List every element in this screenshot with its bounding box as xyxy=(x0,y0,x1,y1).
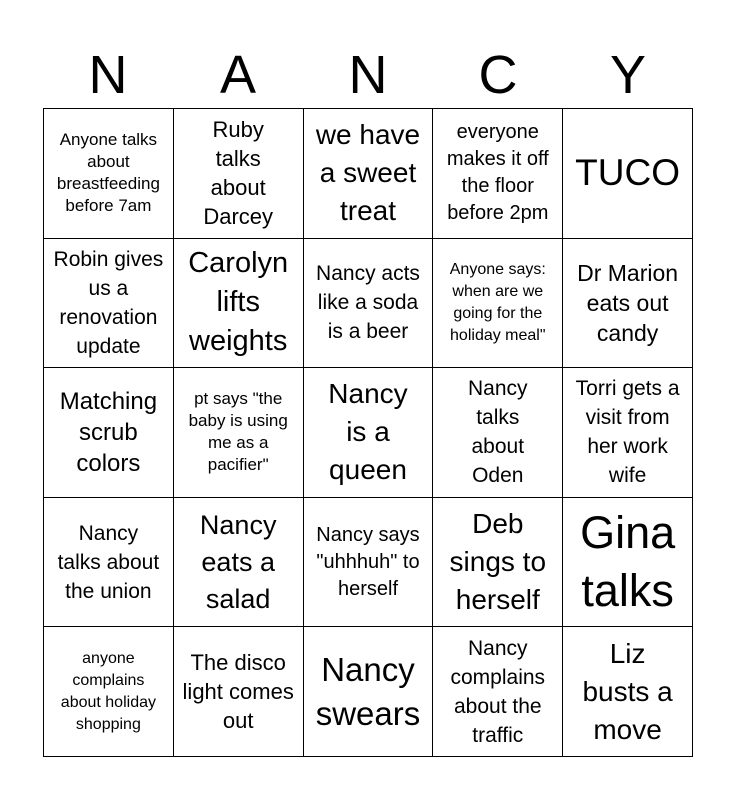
bingo-cell[interactable] xyxy=(44,109,174,239)
bingo-cell[interactable] xyxy=(563,627,693,757)
bingo-cell[interactable] xyxy=(174,239,304,369)
bingo-grid xyxy=(43,108,693,757)
bingo-cell[interactable] xyxy=(174,109,304,239)
cell-text: Nancy eats a salad xyxy=(199,509,277,614)
cell-text: Nancy is a queen xyxy=(328,378,408,486)
bingo-cell[interactable] xyxy=(563,498,693,628)
header-letter: C xyxy=(478,45,518,105)
bingo-cell[interactable] xyxy=(304,627,434,757)
header-letter: N xyxy=(88,45,128,105)
cell-text: pt says "the baby is using me as a pacifier" xyxy=(188,389,288,475)
bingo-cell[interactable] xyxy=(433,239,563,369)
bingo-header xyxy=(43,42,693,108)
cell-text: Torri gets a visit from her work wife xyxy=(575,377,680,488)
cell-text: TUCO xyxy=(575,152,680,194)
cell-text: everyone makes it off the floor before 2pm xyxy=(446,121,549,225)
cell-text: Matching scrub colors xyxy=(59,387,158,477)
bingo-cell[interactable] xyxy=(304,239,434,369)
cell-text: Carolyn lifts weights xyxy=(188,247,289,358)
cell-text: Nancy talks about the union xyxy=(57,521,160,603)
cell-text: Dr Marion eats out candy xyxy=(577,259,679,346)
bingo-cell[interactable] xyxy=(304,109,434,239)
cell-text: The disco light comes out xyxy=(182,650,294,734)
cell-text: we have a sweet treat xyxy=(315,119,421,227)
header-letter: Y xyxy=(609,45,647,105)
bingo-cell[interactable] xyxy=(433,498,563,628)
bingo-cell[interactable] xyxy=(563,109,693,239)
cell-text: Anyone says: when are we going for the holiday meal" xyxy=(449,260,546,344)
bingo-cell[interactable] xyxy=(174,627,304,757)
cell-text: Deb sings to herself xyxy=(449,508,547,616)
bingo-cell[interactable] xyxy=(174,368,304,498)
cell-text: Liz busts a move xyxy=(582,637,673,745)
bingo-cell[interactable] xyxy=(174,498,304,628)
cell-text: Anyone talks about breastfeeding before 7am xyxy=(56,130,160,216)
bingo-cell[interactable] xyxy=(44,239,174,369)
cell-text: anyone complains about holiday shopping xyxy=(60,649,156,733)
bingo-cell[interactable] xyxy=(563,239,693,369)
bingo-cell[interactable] xyxy=(304,368,434,498)
bingo-cell[interactable] xyxy=(44,368,174,498)
cell-text: Nancy complains about the traffic xyxy=(450,636,546,747)
bingo-cell[interactable] xyxy=(304,498,434,628)
bingo-cell[interactable] xyxy=(44,498,174,628)
cell-text: Robin gives us a renovation update xyxy=(53,247,164,358)
header-letter: N xyxy=(348,45,388,105)
bingo-cell[interactable] xyxy=(433,109,563,239)
header-letter: A xyxy=(219,45,257,105)
bingo-cell[interactable] xyxy=(433,627,563,757)
bingo-cell[interactable] xyxy=(44,627,174,757)
cell-text: Nancy acts like a soda is a beer xyxy=(316,262,420,344)
bingo-cell[interactable] xyxy=(433,368,563,498)
cell-text: Ruby talks about Darcey xyxy=(203,117,274,230)
cell-text: Nancy swears xyxy=(315,650,421,732)
cell-text: Gina talks xyxy=(580,507,676,617)
cell-text: Nancy talks about Oden xyxy=(468,377,528,488)
bingo-cell[interactable] xyxy=(563,368,693,498)
cell-text: Nancy says "uhhhuh" to herself xyxy=(316,523,420,600)
